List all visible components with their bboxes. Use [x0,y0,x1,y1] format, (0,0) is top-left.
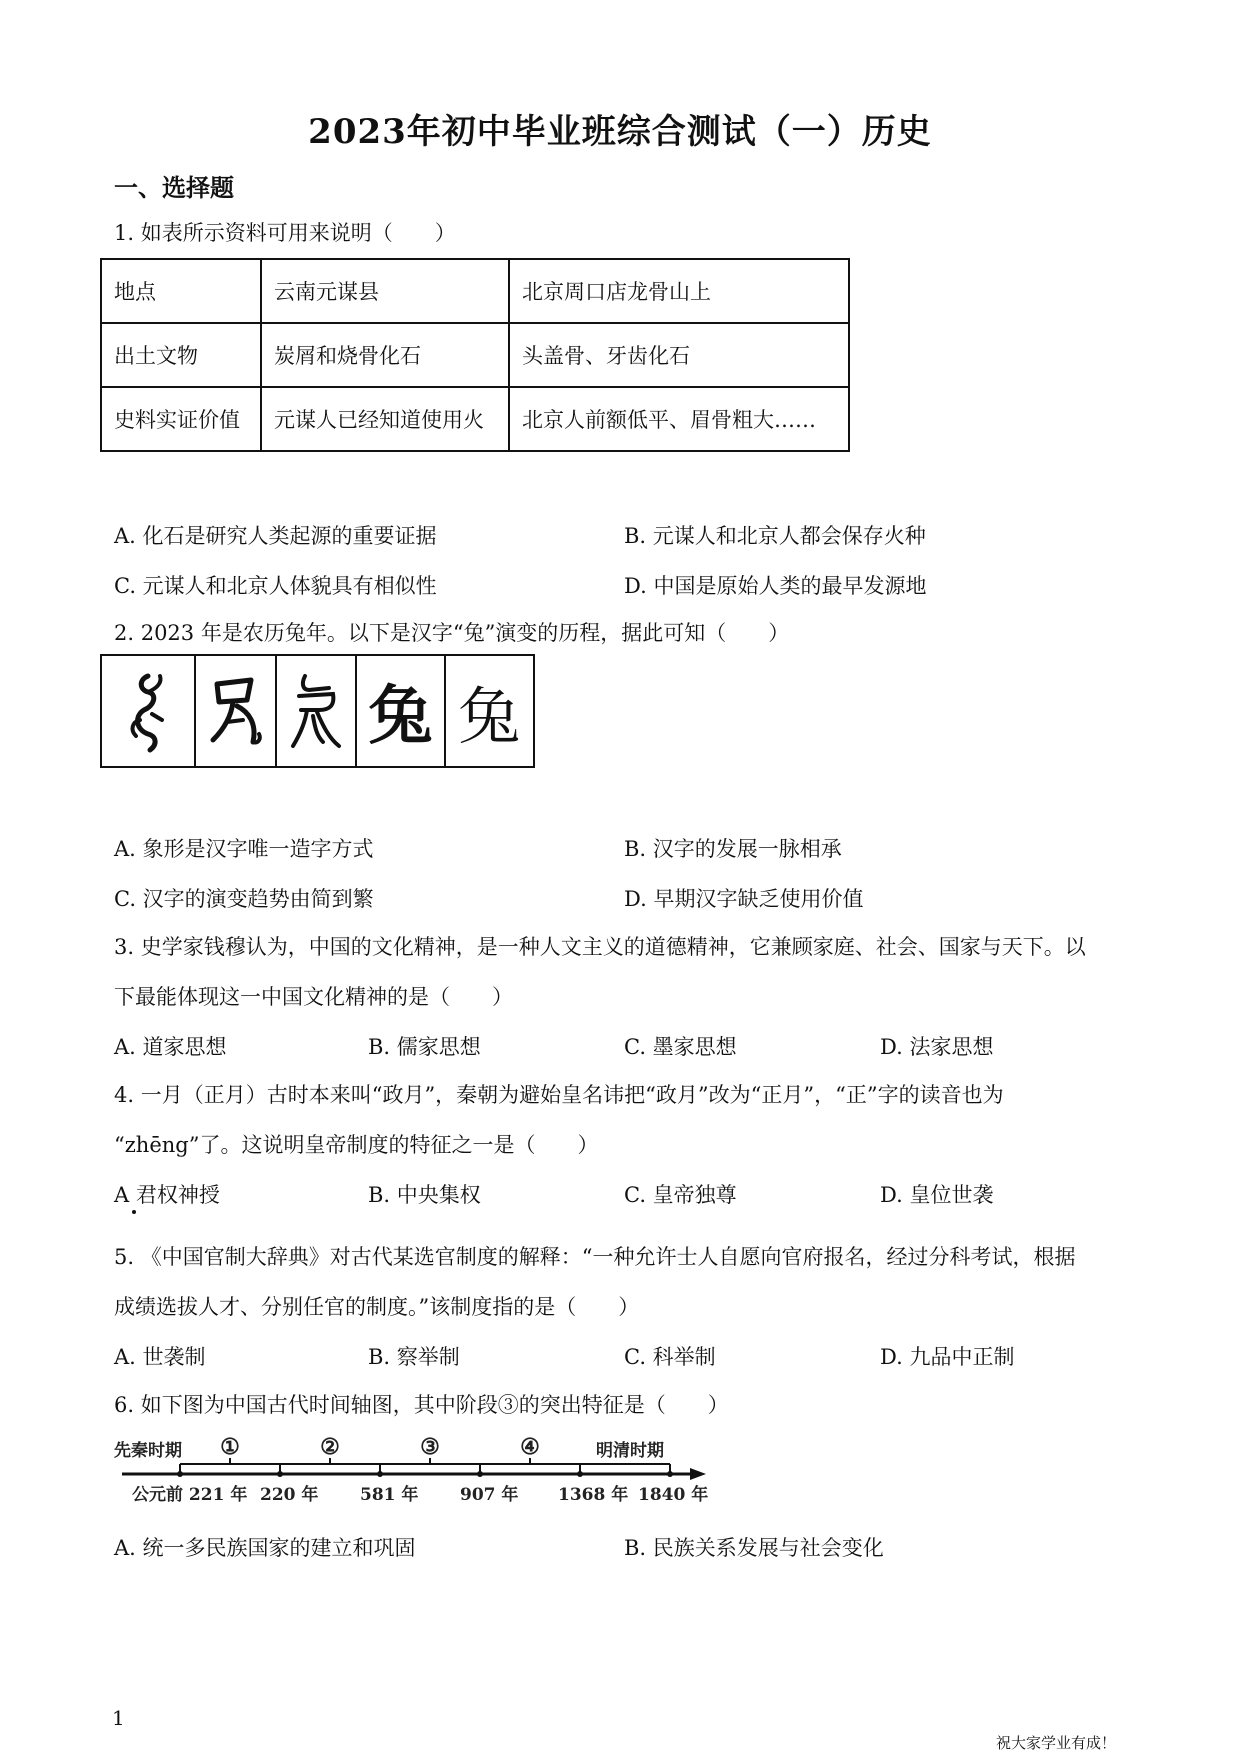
clerical-rabbit-char: 兔 [368,680,433,754]
q2-option-c[interactable]: C. 汉字的演变趋势由简到繁 [114,887,374,911]
q5-option-a[interactable]: A. 世袭制 [114,1345,206,1369]
table-cell: 出土文物 [101,323,261,387]
timeline-arrow [690,1468,706,1480]
q5-option-b[interactable]: B. 察举制 [368,1345,460,1369]
history-timeline [110,1428,710,1508]
q1-option-d[interactable]: D. 中国是原始人类的最早发源地 [624,574,927,598]
q1-table [100,258,850,452]
table-row [101,387,849,451]
q2-option-a[interactable]: A. 象形是汉字唯一造字方式 [114,837,374,861]
q3-stem-line1: 3. 史学家钱穆认为，中国的文化精神，是一种人文主义的道德精神，它兼顾家庭、社会、国家与天下。以 [114,935,1086,959]
oracle-bone-rabbit-glyph [102,656,196,766]
regular-rabbit-char: 兔 [458,679,521,753]
q4-stem-line2: “zhēng”了。这说明皇帝制度的特征之一是（ ） [114,1133,599,1157]
q4-option-a[interactable]: A 君权神授 [114,1183,220,1207]
page-number: 1 [112,1706,125,1730]
bronze-rabbit-glyph [196,656,277,766]
q6-option-a[interactable]: A. 统一多民族国家的建立和巩固 [114,1536,416,1560]
tick-dot [477,1471,483,1477]
table-cell: 史料实证价值 [101,387,261,451]
tick-label: 1368 年 [558,1485,629,1505]
q3-option-a[interactable]: A. 道家思想 [114,1035,227,1059]
q2-stem: 2. 2023 年是农历兔年。以下是汉字“兔”演变的历程，据此可知（ ） [114,621,790,645]
stage-label: ④ [520,1434,540,1460]
q5-stem-line1: 5. 《中国官制大辞典》对古代某选官制度的解释：“一种允许士人自愿向官府报名，经过分科考试，根据 [114,1245,1076,1269]
tick-dot [577,1471,583,1477]
q4-option-c[interactable]: C. 皇帝独尊 [624,1183,737,1207]
q1-stem: 1. 如表所示资料可用来说明（ ） [114,221,456,245]
tick-label: 公元前 221 年 [132,1485,248,1505]
q4-option-b[interactable]: B. 中央集权 [368,1183,481,1207]
table-row [101,323,849,387]
regular-script-rabbit-glyph [446,656,533,766]
table-cell: 头盖骨、牙齿化石 [509,323,849,387]
stage-label: ① [220,1434,240,1460]
clerical-rabbit-glyph [357,656,445,766]
q3-option-d[interactable]: D. 法家思想 [880,1035,994,1059]
left-era-label: 先秦时期 [114,1441,182,1461]
dot-mark [132,1210,136,1214]
tick-dot [277,1471,283,1477]
right-era-label: 明清时期 [596,1441,664,1461]
q6-option-b[interactable]: B. 民族关系发展与社会变化 [624,1536,884,1560]
section-heading: 一、选择题 [114,173,234,202]
q5-option-d[interactable]: D. 九品中正制 [880,1345,1015,1369]
table-row [101,259,849,323]
q4-option-d[interactable]: D. 皇位世袭 [880,1183,994,1207]
table-cell: 炭屑和烧骨化石 [261,323,509,387]
stage-label: ② [320,1434,340,1460]
q1-option-a[interactable]: A. 化石是研究人类起源的重要证据 [114,524,437,548]
q3-option-c[interactable]: C. 墨家思想 [624,1035,737,1059]
q2-option-b[interactable]: B. 汉字的发展一脉相承 [624,837,842,861]
q5-option-c[interactable]: C. 科举制 [624,1345,716,1369]
footer-note: 祝大家学业有成！ [996,1734,1117,1752]
table-cell: 北京人前额低平、眉骨粗大…… [509,387,849,451]
q4-stem-line1: 4. 一月（正月）古时本来叫“政月”，秦朝为避始皇名讳把“政月”改为“正月”，“正”字的读音也为 [114,1083,1004,1107]
q1-option-b[interactable]: B. 元谋人和北京人都会保存火种 [624,524,926,548]
q6-stem: 6. 如下图为中国古代时间轴图，其中阶段③的突出特征是（ ） [114,1393,729,1417]
tick-label: 907 年 [460,1485,519,1505]
tick-label: 1840 年 [638,1485,709,1505]
seal-script-rabbit-glyph [277,656,358,766]
q2-option-d[interactable]: D. 早期汉字缺乏使用价值 [624,887,864,911]
q1-option-c[interactable]: C. 元谋人和北京人体貌具有相似性 [114,574,437,598]
tick-dot [667,1471,673,1477]
table-cell: 元谋人已经知道使用火 [261,387,509,451]
tick-label: 220 年 [260,1485,319,1505]
tick-label: 581 年 [360,1485,419,1505]
stage-label: ③ [420,1434,440,1460]
rabbit-glyph-evolution [100,654,535,768]
tick-dot [377,1471,383,1477]
q3-option-b[interactable]: B. 儒家思想 [368,1035,481,1059]
q5-stem-line2: 成绩选拔人才、分别任官的制度。”该制度指的是（ ） [114,1295,640,1319]
q3-stem-line2: 下最能体现这一中国文化精神的是（ ） [114,985,513,1009]
tick-dot [177,1471,183,1477]
table-cell: 云南元谋县 [261,259,509,323]
page-title: 2023年初中毕业班综合测试（一）历史 [308,112,932,152]
table-cell: 北京周口店龙骨山上 [509,259,849,323]
table-cell: 地点 [101,259,261,323]
